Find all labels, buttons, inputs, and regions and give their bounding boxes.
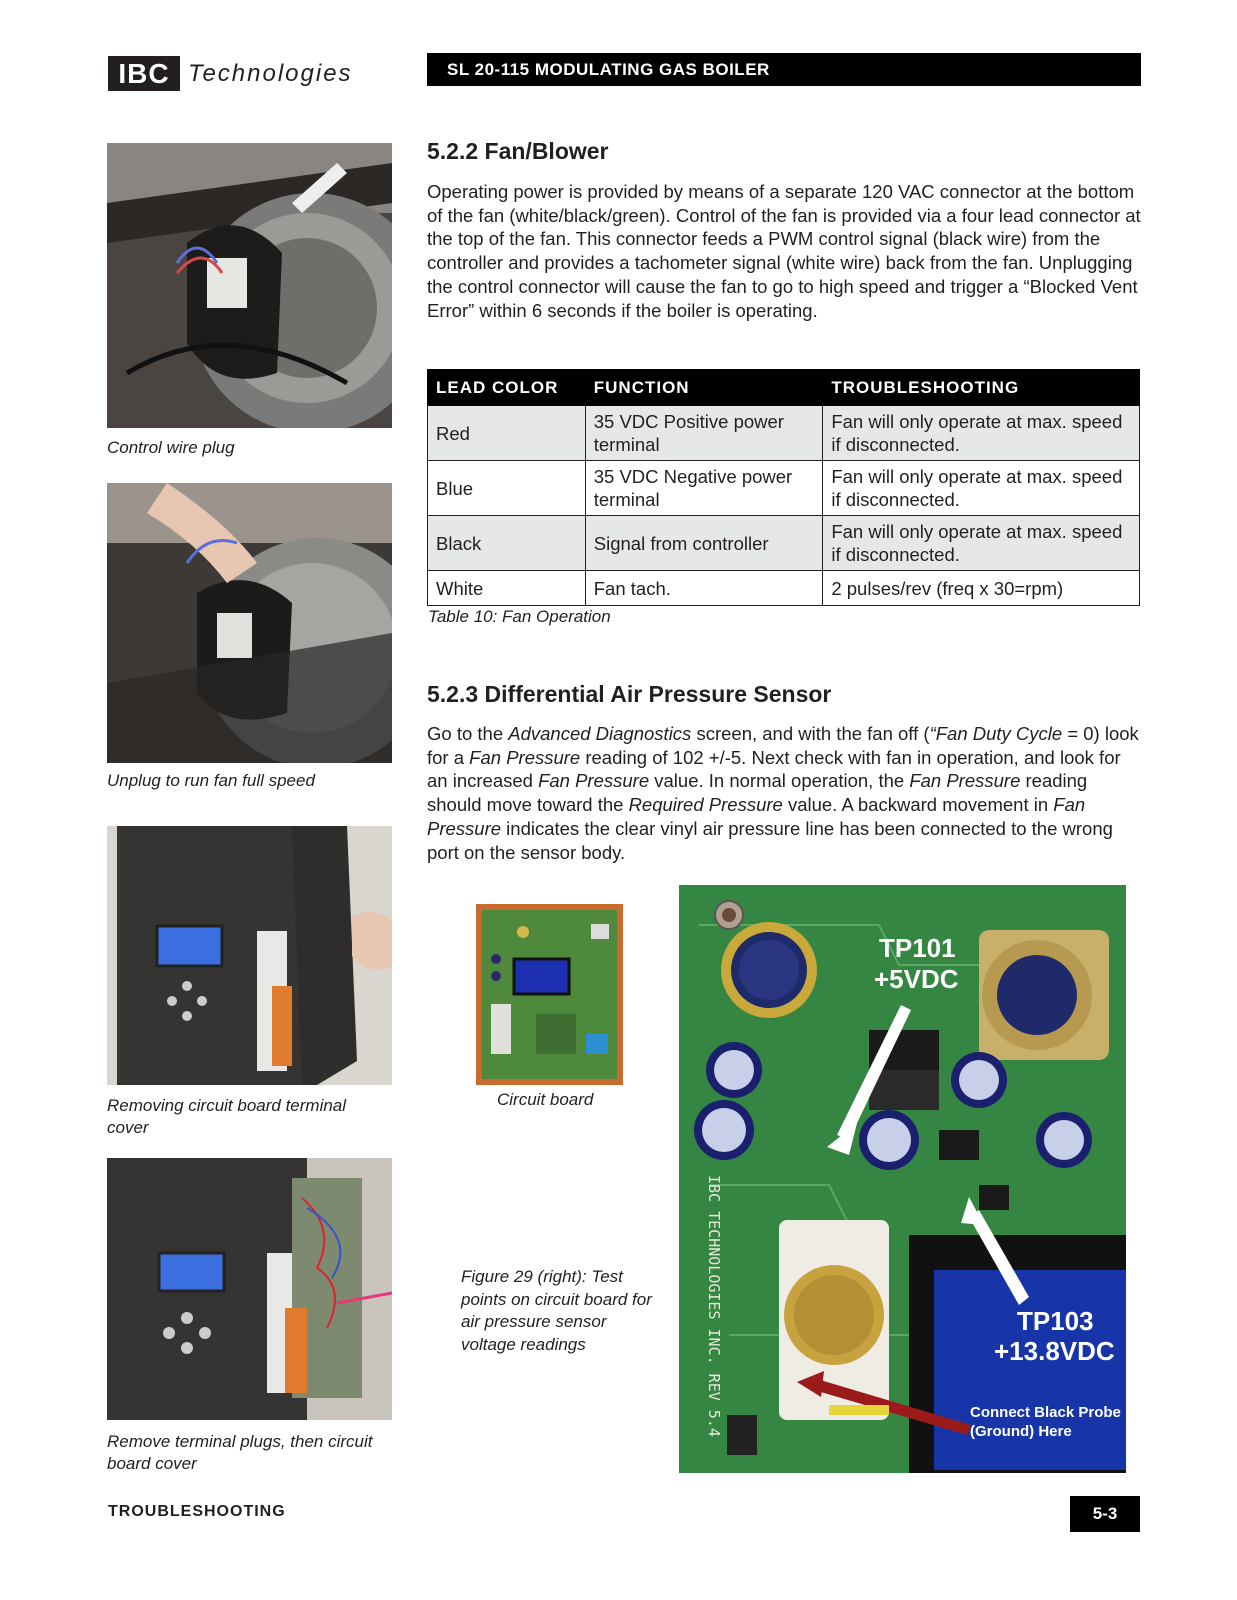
table-cell: White	[428, 571, 586, 606]
circuit-board-caption: Circuit board	[497, 1090, 594, 1109]
logo-text: Technologies	[188, 60, 353, 87]
photo-control-wire-plug	[107, 143, 392, 428]
photo-caption: Remove terminal plugs, then circuit board cover	[107, 1432, 373, 1473]
photo-removing-cover	[107, 826, 392, 1085]
table-row	[428, 571, 1140, 606]
tp101-voltage-label: +5VDC	[874, 964, 959, 994]
table-cell: 2 pulses/rev (freq x 30=rpm)	[823, 571, 1140, 606]
table-cell: 35 VDC Positive power terminal	[585, 406, 823, 461]
figure-caption: Figure 29 (right): Test points on circuit board for air pressure sensor voltage readings	[461, 1267, 652, 1354]
table-cell: Red	[428, 406, 586, 461]
table-cell: Black	[428, 516, 586, 571]
section-heading-fan-blower: 5.2.2 Fan/Blower	[427, 138, 609, 164]
fan-operation-table	[427, 369, 1140, 606]
table-cell: Blue	[428, 461, 586, 516]
document-title: SL 20-115 MODULATING GAS BOILER	[427, 53, 1141, 86]
table-cell: Fan will only operate at max. speed if disconnected.	[823, 516, 1140, 571]
table-row	[428, 461, 1140, 516]
tp103-voltage-label: +13.8VDC	[994, 1336, 1115, 1366]
table-cell: Fan will only operate at max. speed if disconnected.	[823, 406, 1140, 461]
page-number: 5-3	[1070, 1496, 1140, 1532]
photo-remove-plugs	[107, 1158, 392, 1420]
photo-unplug-fan	[107, 483, 392, 763]
table-header-cell: FUNCTION	[585, 370, 823, 406]
photo-test-points	[679, 885, 1126, 1473]
table-cell: Fan will only operate at max. speed if disconnected.	[823, 461, 1140, 516]
section-heading-air-pressure: 5.2.3 Differential Air Pressure Sensor	[427, 681, 832, 707]
photo-caption: Removing circuit board terminal cover	[107, 1096, 347, 1137]
table-cell: 35 VDC Negative power terminal	[585, 461, 823, 516]
board-silkscreen-text: IBC TECHNOLOGIES INC. REV 5.4	[705, 1175, 723, 1437]
section-body-air-pressure: Go to the Advanced Diagnostics screen, and with the fan off (“Fan Duty Cycle = 0) look for a Fan Pressure reading of 102 +/-5. Next check with fan in operation, and look for an increased Fan Pressure value. In normal operation, the Fan Pressure reading should move toward the Required Pressure value. A backward movement in Fan Pressure indicates the clear vinyl air pressure line has been connected to the wrong port on the sensor body.	[427, 723, 1139, 863]
logo-mark: IBC	[108, 56, 180, 91]
table-header-cell: TROUBLESHOOTING	[823, 370, 1140, 406]
photo-caption: Control wire plug	[107, 438, 235, 457]
table-row	[428, 516, 1140, 571]
photo-caption: Unplug to run fan full speed	[107, 771, 315, 790]
footer-section-label: TROUBLESHOOTING	[108, 1503, 286, 1520]
table-caption: Table 10: Fan Operation	[428, 607, 611, 626]
table-header-cell: LEAD COLOR	[428, 370, 586, 406]
table-row	[428, 406, 1140, 461]
section-body-fan-blower: Operating power is provided by means of a separate 120 VAC connector at the bottom of the fan (white/black/green). Control of the fan is provided via a four lead connector at the top of the fan. This connector feeds a PWM control signal (black wire) from the controller and provides a tachometer signal (white wire) back from the fan. Unplugging the control connector will cause the fan to go to high speed and trigger a “Blocked Vent Error” within 6 seconds if the boiler is operating.	[427, 181, 1141, 321]
table-cell: Signal from controller	[585, 516, 823, 571]
tp103-label: TP103	[1017, 1306, 1094, 1336]
tp101-label: TP101	[879, 933, 956, 963]
probe-label-line1: Connect Black Probe	[970, 1404, 1121, 1421]
table-cell: Fan tach.	[585, 571, 823, 606]
probe-label-line2: (Ground) Here	[970, 1423, 1072, 1440]
photo-circuit-board	[476, 904, 623, 1085]
table-header-row	[428, 370, 1140, 406]
